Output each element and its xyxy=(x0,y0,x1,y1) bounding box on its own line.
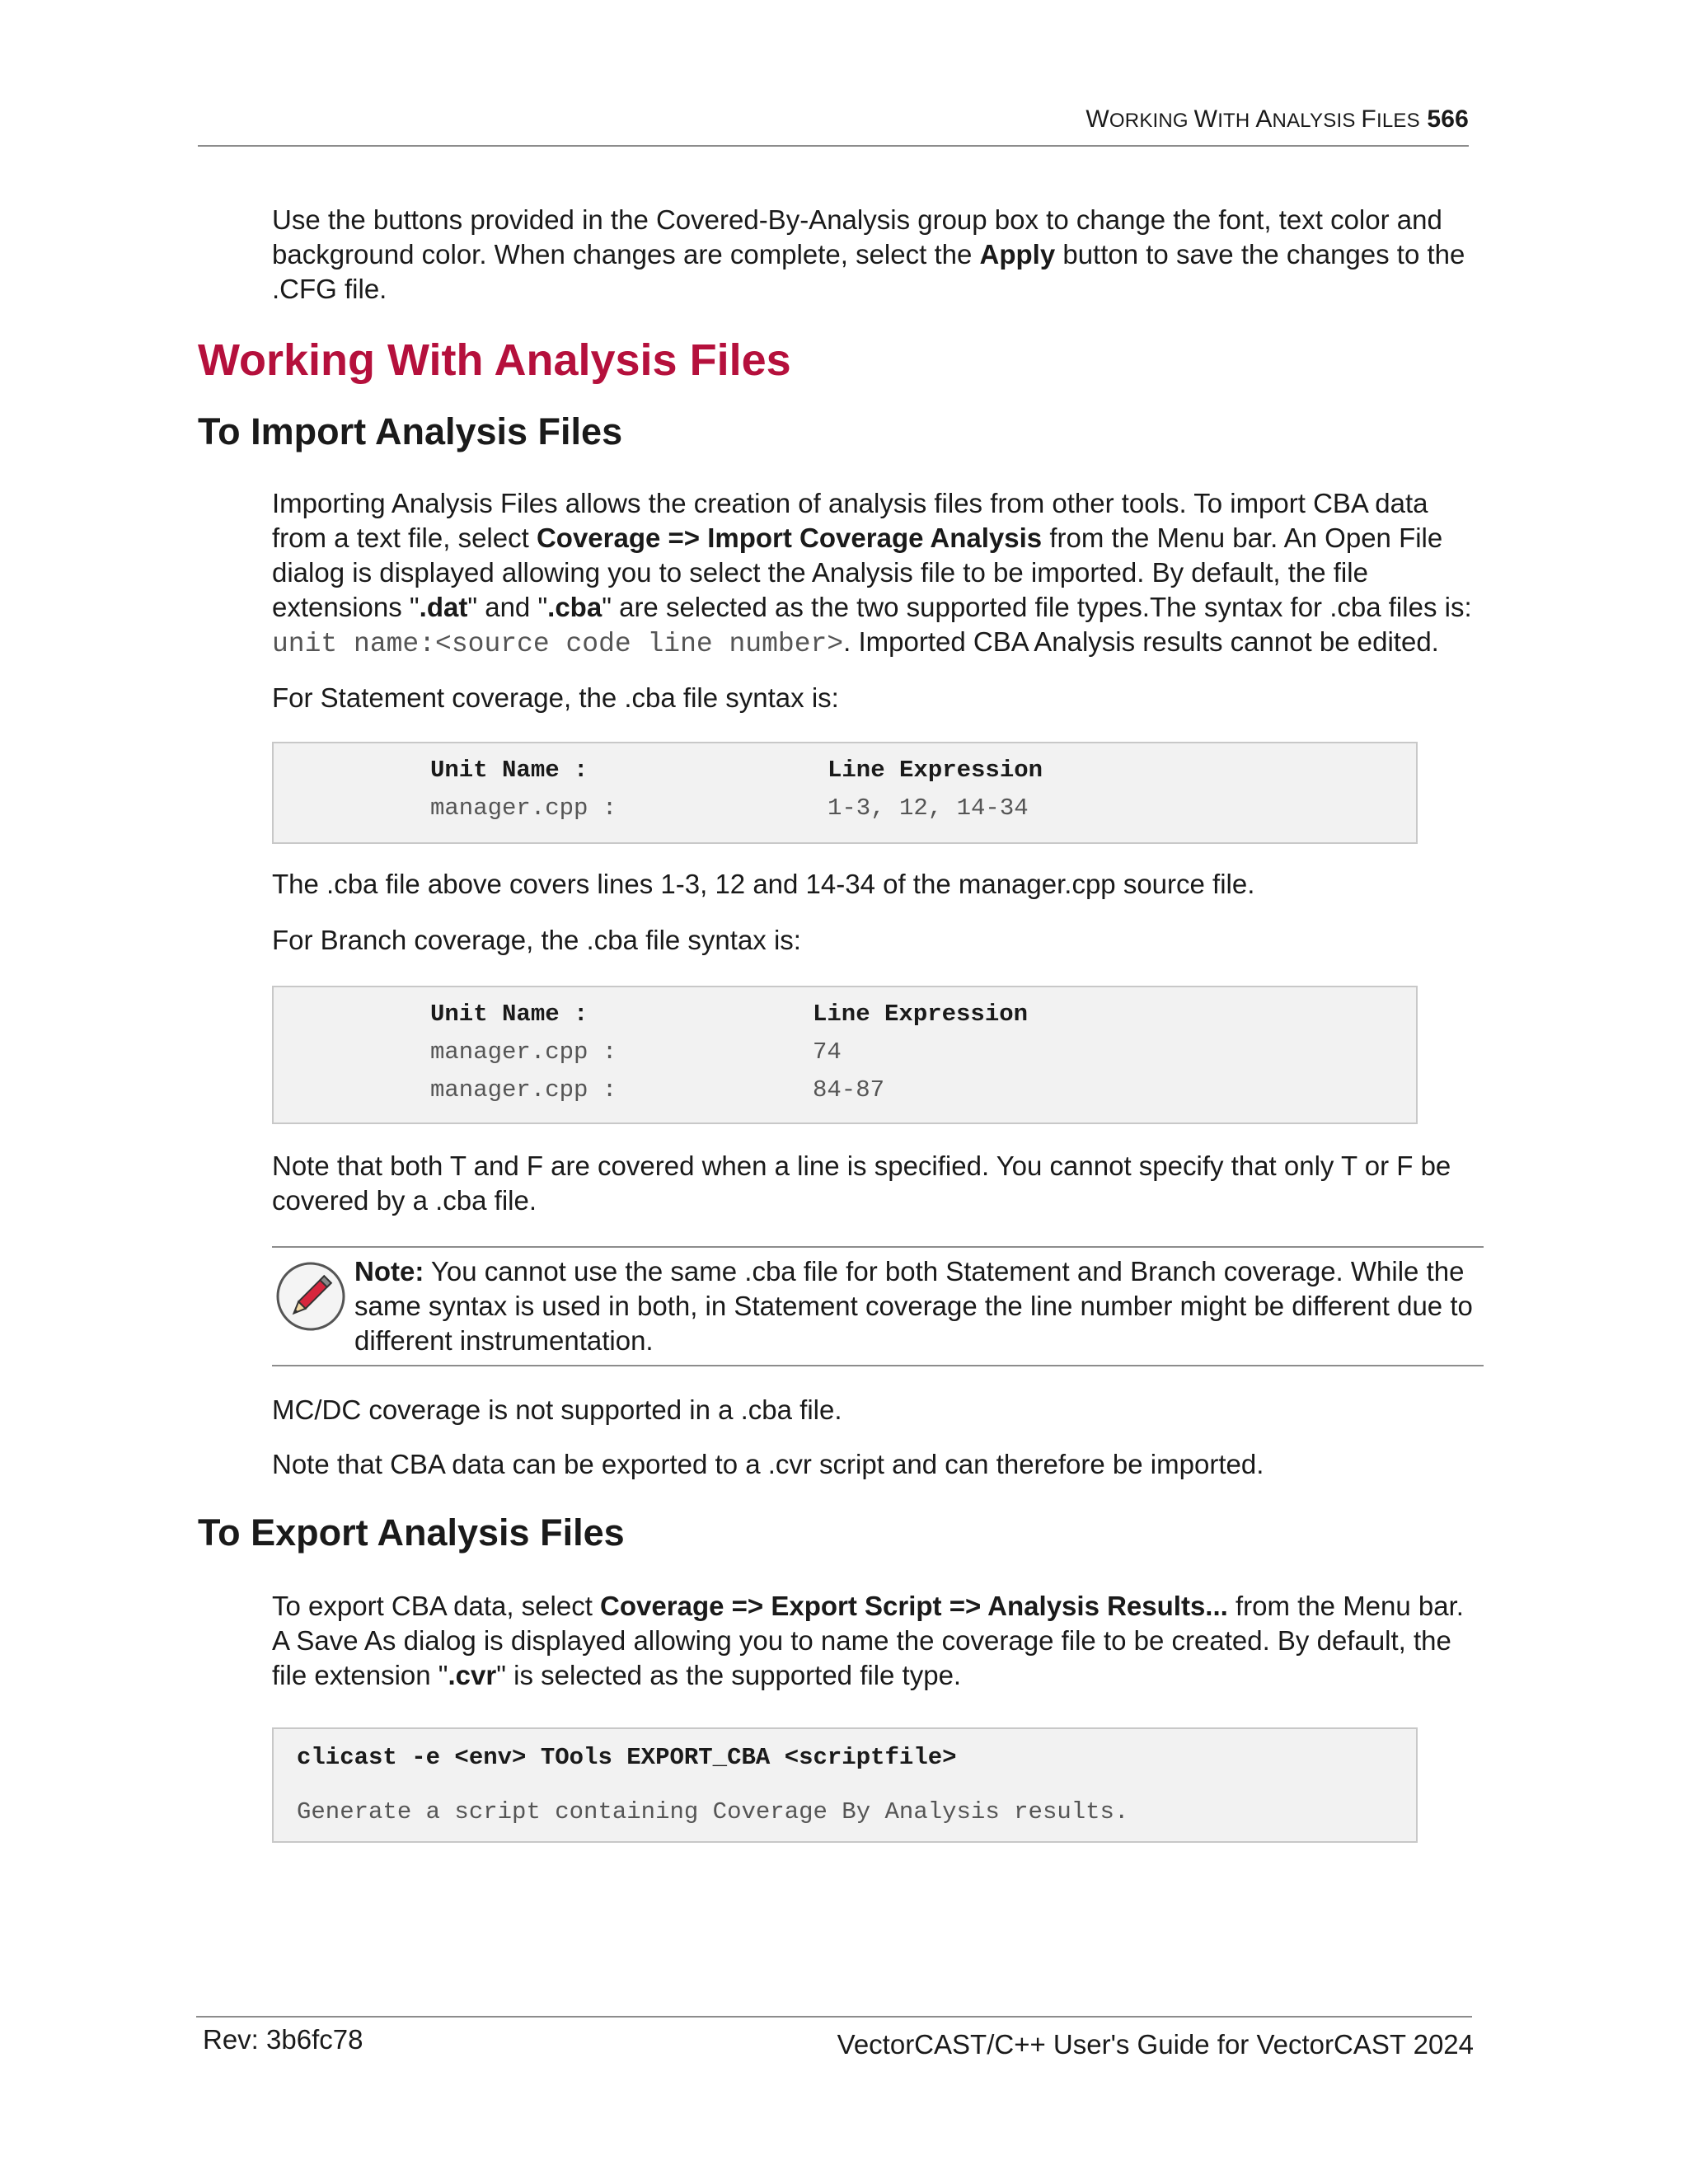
clicast-command: clicast -e <env> TOols EXPORT_CBA <scriptfile> xyxy=(297,1744,957,1771)
export-heading: To Export Analysis Files xyxy=(198,1511,625,1554)
note-bottom-rule xyxy=(272,1365,1484,1366)
header-rule xyxy=(198,145,1469,147)
branch-row-expr: 84-87 xyxy=(813,1076,885,1104)
tf-coverage-note: Note that both T and F are covered when a line is specified. You cannot specify that only T or F be covered by a .cba file. xyxy=(272,1151,1451,1216)
note-top-rule xyxy=(272,1246,1484,1248)
branch-row-unit: manager.cpp : xyxy=(430,1038,617,1066)
branch-col2-header: Line Expression xyxy=(813,1001,1029,1028)
header-word-2: WITH xyxy=(1193,105,1256,133)
branch-col1-header: Unit Name : xyxy=(430,1001,588,1028)
statement-intro: For Statement coverage, the .cba file syntax is: xyxy=(272,682,839,713)
note-label: Note: xyxy=(354,1256,424,1286)
page-number: 566 xyxy=(1427,105,1469,133)
statement-explanation: The .cba file above covers lines 1-3, 12 and 14-34 of the manager.cpp source file. xyxy=(272,869,1255,899)
clicast-command-box xyxy=(272,1727,1418,1843)
header-word-3: ANALYSIS xyxy=(1255,105,1362,133)
statement-col1-header: Unit Name : xyxy=(430,757,588,784)
footer-revision: Rev: 3b6fc78 xyxy=(203,2024,363,2055)
export-cvr-note: Note that CBA data can be exported to a .cvr script and can therefore be imported. xyxy=(272,1449,1264,1479)
statement-syntax-box xyxy=(272,742,1418,844)
branch-syntax-box xyxy=(272,986,1418,1124)
footer-rule xyxy=(196,2016,1472,2018)
pencil-note-icon xyxy=(275,1261,346,1332)
footer-guide-title: VectorCAST/C++ User's Guide for VectorCAST 2024 xyxy=(837,2029,1474,2060)
branch-row-expr: 74 xyxy=(813,1038,842,1066)
note-callout xyxy=(272,1249,1484,1366)
header-word-4: FILES xyxy=(1361,105,1420,133)
branch-row-unit: manager.cpp : xyxy=(430,1076,617,1104)
note-text: Note: You cannot use the same .cba file for both Statement and Branch coverage. While the same syntax is used in both, in Statement coverage the line number might be different due to different instrumentation. xyxy=(354,1256,1473,1356)
import-paragraph: Importing Analysis Files allows the creation of analysis files from other tools. To import CBA data from a text file, select Coverage => Import Coverage Analysis from the Menu bar. An Open File dialog is displayed allowing you to select the Analysis file to be imported. By default, the file extensions ".dat" and ".cba" are selected as the two supported file types.The syntax for .cba files is: unit name:<source code line number>. Imported CBA Analysis results cannot be edited. xyxy=(272,488,1472,659)
section-title: Working With Analysis Files xyxy=(198,335,791,385)
statement-col2-header: Line Expression xyxy=(828,757,1043,784)
import-heading: To Import Analysis Files xyxy=(198,410,623,452)
export-paragraph: To export CBA data, select Coverage => Export Script => Analysis Results... from the Menu bar. A Save As dialog is displayed allowing you to name the coverage file to be created. By default, the file extension ".cvr" is selected as the supported file type. xyxy=(272,1591,1464,1690)
statement-row-expr: 1-3, 12, 14-34 xyxy=(828,794,1029,822)
clicast-description: Generate a script containing Coverage By Analysis results. xyxy=(297,1798,1129,1825)
intro-paragraph: Use the buttons provided in the Covered-By-Analysis group box to change the font, text color and background color. When changes are complete, select the Apply button to save the changes to the .CFG file. xyxy=(272,204,1465,304)
branch-intro: For Branch coverage, the .cba file syntax is: xyxy=(272,925,801,955)
statement-row-unit: manager.cpp : xyxy=(430,794,617,822)
mcdc-note: MC/DC coverage is not supported in a .cba file. xyxy=(272,1394,842,1425)
header-word-1: WORKING xyxy=(1085,105,1194,133)
running-header xyxy=(1085,105,1469,134)
cba-syntax-code: unit name:<source code line number> xyxy=(272,629,844,659)
